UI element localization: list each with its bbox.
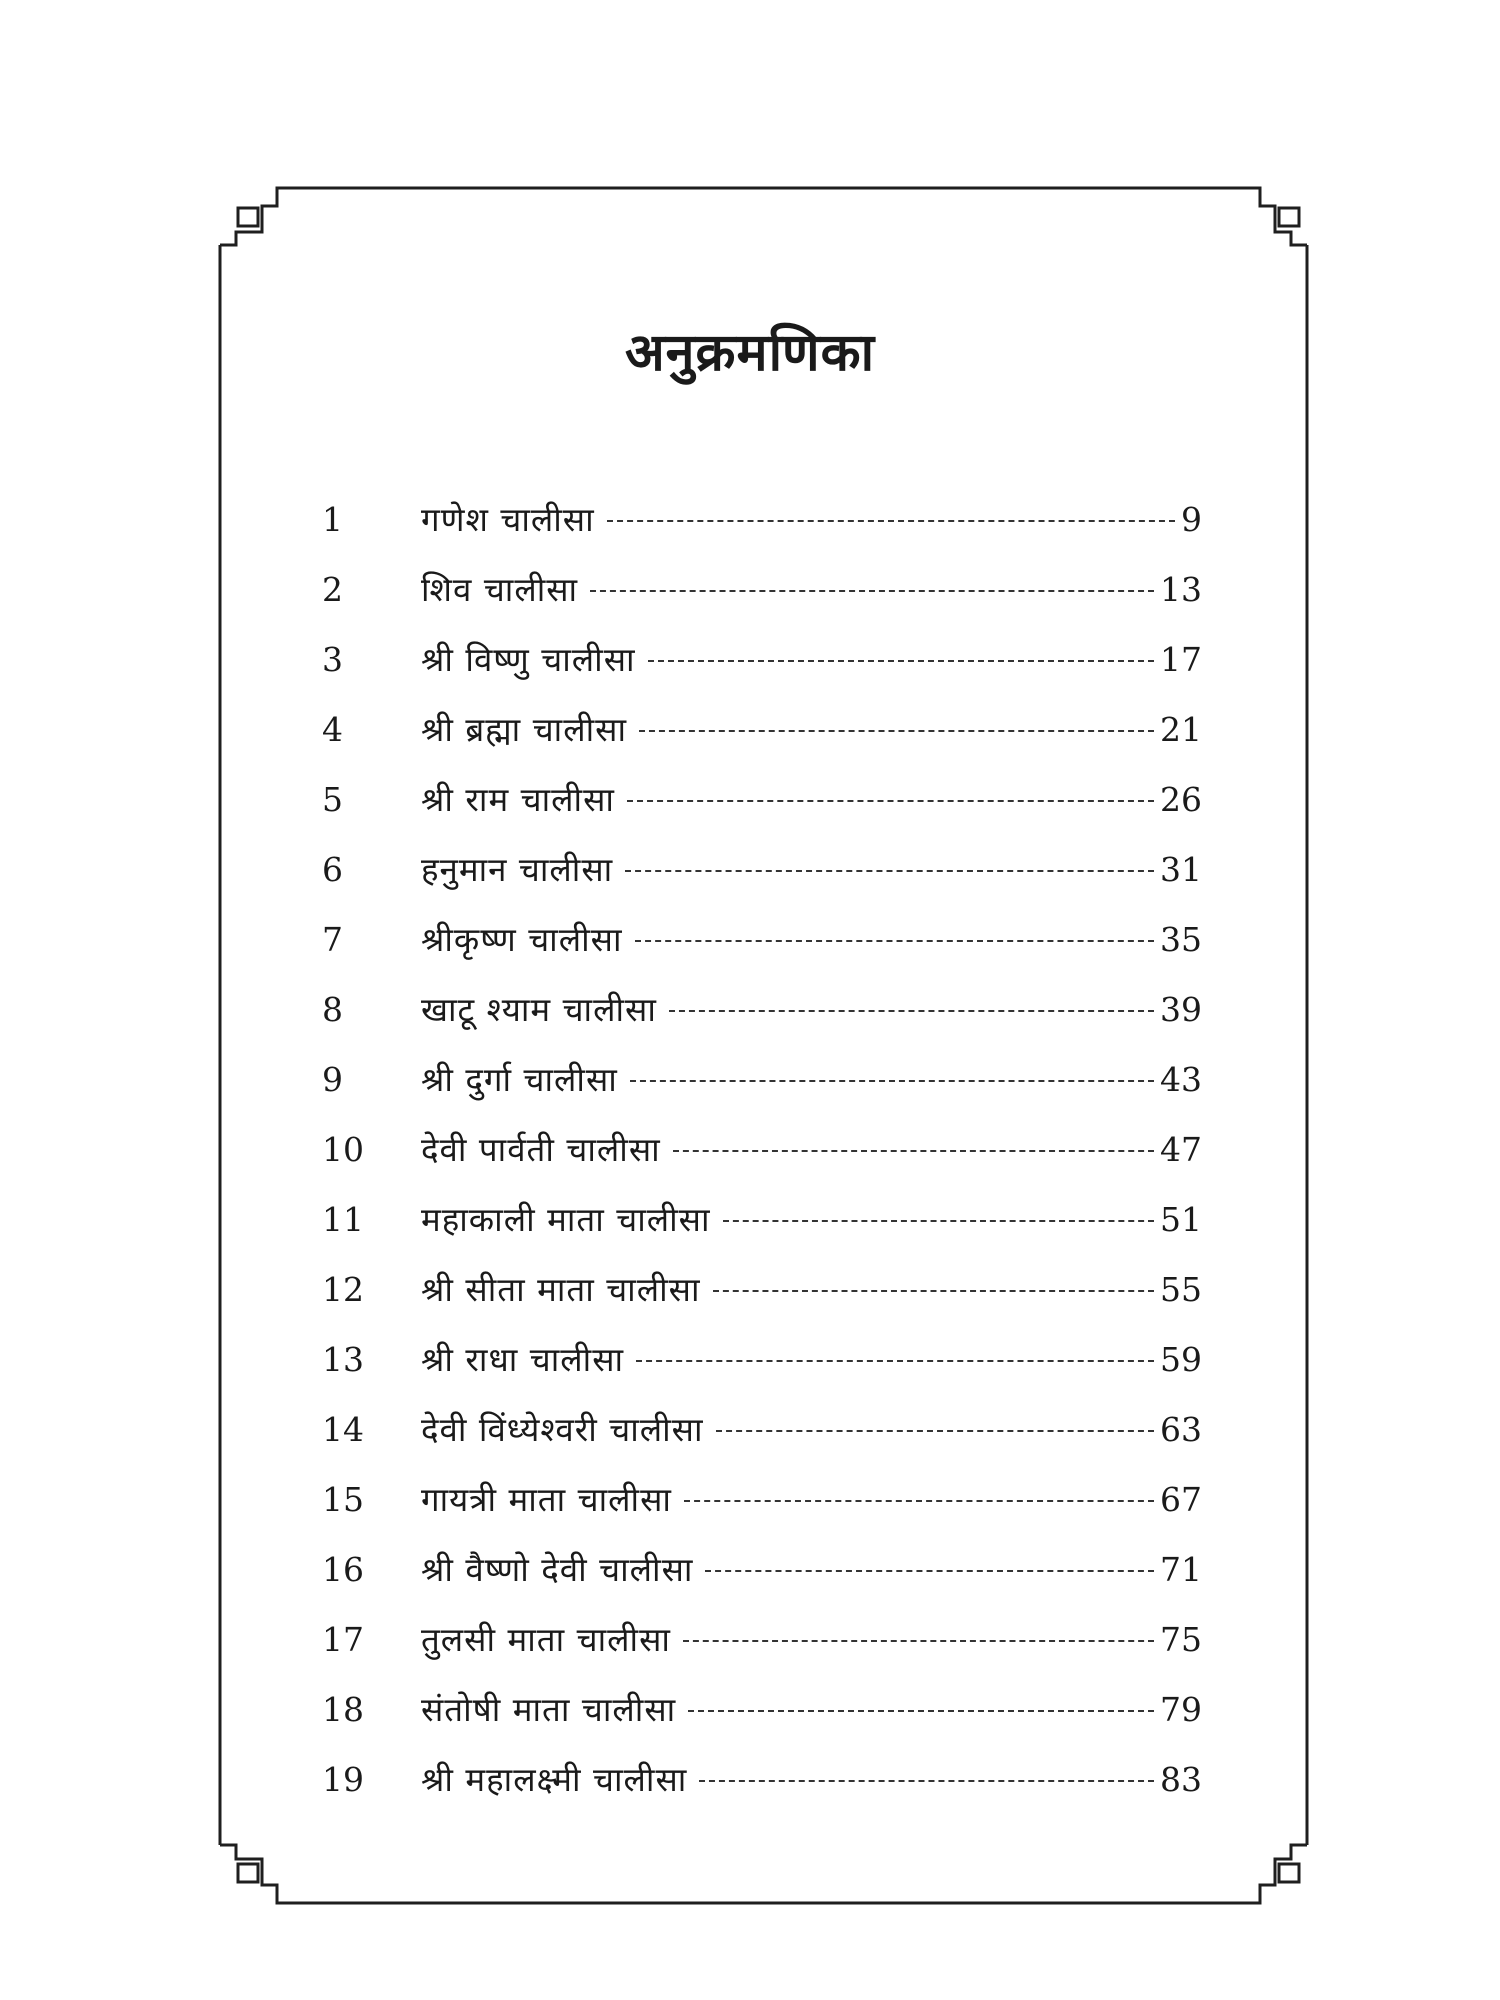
- toc-entry: [0, 1120, 1500, 1180]
- toc-entry-title: श्री राधा चालीसा: [421, 1340, 625, 1379]
- toc-entry-title: तुलसी माता चालीसा: [421, 1620, 671, 1659]
- toc-leader-dashes: [636, 1360, 1154, 1362]
- toc-entry-number: 4: [322, 710, 343, 749]
- toc-entry-page-number: 55: [1160, 1270, 1202, 1309]
- toc-entry-number: 19: [322, 1760, 364, 1799]
- toc-leader-dashes: [683, 1640, 1154, 1642]
- toc-entry-number: 16: [322, 1550, 364, 1589]
- toc-entry-number: 5: [322, 780, 343, 819]
- toc-entry-title: महाकाली माता चालीसा: [421, 1200, 711, 1239]
- toc-leader-dashes: [673, 1150, 1154, 1152]
- toc-entry-title: श्री दुर्गा चालीसा: [421, 1060, 618, 1099]
- toc-entry-title: श्री सीता माता चालीसा: [421, 1270, 701, 1309]
- toc-entry-number: 2: [322, 570, 343, 609]
- toc-entry-page-number: 71: [1160, 1550, 1202, 1589]
- toc-entry-number: 3: [322, 640, 343, 679]
- toc-entry: [0, 980, 1500, 1040]
- toc-entry-number: 6: [322, 850, 343, 889]
- toc-entry-page-number: 67: [1160, 1480, 1202, 1519]
- toc-entry-title: श्रीकृष्ण चालीसा: [421, 920, 623, 959]
- toc-entry-title: श्री ब्रह्मा चालीसा: [421, 710, 627, 749]
- toc-entry-page-number: 9: [1181, 500, 1202, 539]
- toc-entry-title: श्री महालक्ष्मी चालीसा: [421, 1760, 688, 1799]
- toc-entry-title: देवी पार्वती चालीसा: [421, 1130, 661, 1169]
- toc-leader-dashes: [705, 1570, 1154, 1572]
- toc-leader-dashes: [713, 1290, 1154, 1292]
- toc-entry-number: 8: [322, 990, 343, 1029]
- toc-leader-dashes: [630, 1080, 1154, 1082]
- toc-entry-page-number: 17: [1160, 640, 1202, 679]
- toc-entry-page-number: 75: [1160, 1620, 1202, 1659]
- toc-entry-number: 10: [322, 1130, 364, 1169]
- toc-entry: [0, 1470, 1500, 1530]
- toc-entry: [0, 1330, 1500, 1390]
- toc-entry-number: 13: [322, 1340, 364, 1379]
- toc-entry-page-number: 59: [1160, 1340, 1202, 1379]
- toc-leader-dashes: [590, 590, 1154, 592]
- toc-entry: [0, 1680, 1500, 1740]
- toc-leader-dashes: [635, 940, 1154, 942]
- toc-entry-title: शिव चालीसा: [421, 570, 579, 609]
- toc-entry-title: खाटू श्याम चालीसा: [421, 990, 657, 1029]
- toc-entry: [0, 1050, 1500, 1110]
- toc-entry: [0, 1190, 1500, 1250]
- toc-entry: [0, 1540, 1500, 1600]
- toc-leader-dashes: [684, 1500, 1154, 1502]
- toc-entry-number: 18: [322, 1690, 364, 1729]
- toc-leader-dashes: [648, 660, 1154, 662]
- toc-entry-page-number: 51: [1160, 1200, 1202, 1239]
- toc-entry: [0, 490, 1500, 550]
- toc-entry-page-number: 47: [1160, 1130, 1202, 1169]
- toc-entry-page-number: 79: [1160, 1690, 1202, 1729]
- toc-entry-page-number: 31: [1160, 850, 1202, 889]
- toc-leader-dashes: [607, 520, 1175, 522]
- toc-entry: [0, 840, 1500, 900]
- toc-leader-dashes: [699, 1780, 1154, 1782]
- toc-leader-dashes: [716, 1430, 1154, 1432]
- toc-entry-number: 7: [322, 920, 343, 959]
- toc-entry: [0, 910, 1500, 970]
- toc-entry: [0, 1610, 1500, 1670]
- toc-entry-page-number: 26: [1160, 780, 1202, 819]
- toc-entry: [0, 1400, 1500, 1460]
- toc-entry-page-number: 63: [1160, 1410, 1202, 1449]
- toc-entry: [0, 1260, 1500, 1320]
- toc-entry: [0, 630, 1500, 690]
- page-title: अनुक्रमणिका: [624, 322, 876, 383]
- toc-entry-number: 1: [322, 500, 343, 539]
- toc-entry-number: 14: [322, 1410, 364, 1449]
- toc-entry-title: संतोषी माता चालीसा: [421, 1690, 677, 1729]
- toc-entry-number: 9: [322, 1060, 343, 1099]
- toc-entry-page-number: 21: [1160, 710, 1202, 749]
- toc-entry-title: हनुमान चालीसा: [421, 850, 614, 889]
- toc-entry-page-number: 13: [1160, 570, 1202, 609]
- toc-entry-title: श्री वैष्णो देवी चालीसा: [421, 1550, 694, 1589]
- toc-entry-title: देवी विंध्येश्वरी चालीसा: [421, 1410, 704, 1449]
- toc-leader-dashes: [625, 870, 1154, 872]
- toc-entry-page-number: 83: [1160, 1760, 1202, 1799]
- toc-entry: [0, 560, 1500, 620]
- toc-leader-dashes: [627, 800, 1154, 802]
- toc-entry-page-number: 35: [1160, 920, 1202, 959]
- toc-leader-dashes: [669, 1010, 1154, 1012]
- toc-entry-title: श्री विष्णु चालीसा: [421, 640, 636, 679]
- toc-entry-title: गणेश चालीसा: [421, 500, 595, 539]
- toc-entry-title: गायत्री माता चालीसा: [421, 1480, 672, 1519]
- toc-entry-page-number: 43: [1160, 1060, 1202, 1099]
- toc-entry-page-number: 39: [1160, 990, 1202, 1029]
- toc-leader-dashes: [723, 1220, 1154, 1222]
- toc-entry: [0, 700, 1500, 760]
- toc-leader-dashes: [639, 730, 1154, 732]
- toc-entry-number: 17: [322, 1620, 364, 1659]
- toc-entry-number: 15: [322, 1480, 364, 1519]
- toc-entry: [0, 770, 1500, 830]
- toc-entry: [0, 1750, 1500, 1810]
- toc-entry-number: 11: [322, 1200, 364, 1239]
- toc-entry-number: 12: [322, 1270, 364, 1309]
- toc-entry-title: श्री राम चालीसा: [421, 780, 615, 819]
- toc-leader-dashes: [688, 1710, 1154, 1712]
